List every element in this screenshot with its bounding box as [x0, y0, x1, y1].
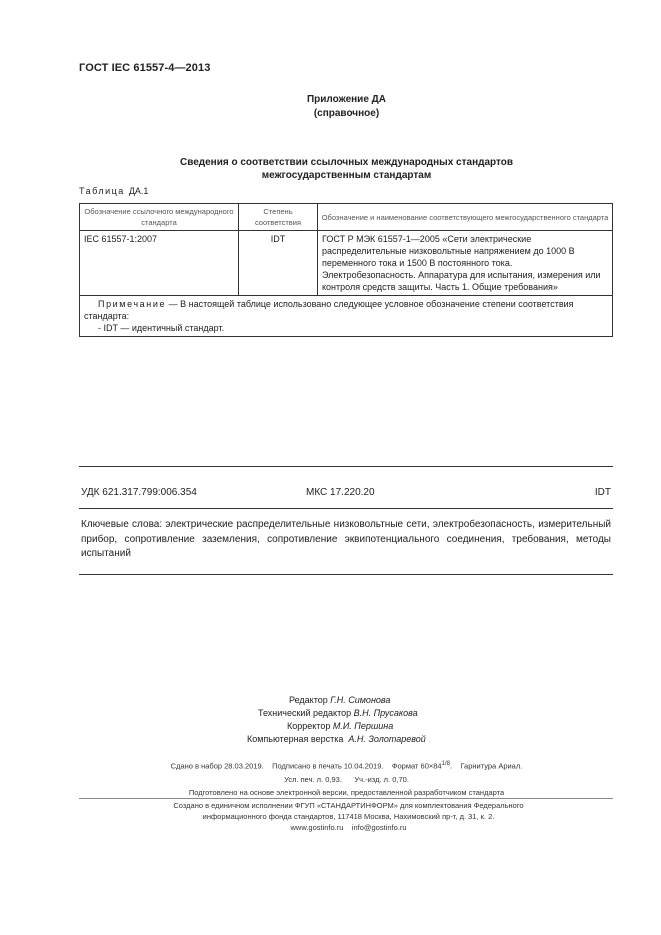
print-format-fraction: 1/8 — [441, 761, 450, 767]
table-label-number: ДА.1 — [128, 186, 149, 196]
table-header-cell: Степень соответствия — [239, 204, 318, 231]
section-title-line1: Сведения о соответствии ссылочных международных стандартов — [179, 157, 514, 168]
section-title — [0, 156, 661, 182]
credit-role: Корректор — [287, 721, 331, 731]
note-item: - IDT — идентичный стандарт. — [98, 323, 225, 333]
table-cell-standard: IEC 61557-1:2007 — [80, 231, 239, 296]
divider-bottom — [79, 574, 613, 575]
credit-role: Технический редактор — [258, 708, 352, 718]
section-title-line2: межгосударственным стандартам — [261, 170, 432, 181]
print-format-dot: . — [449, 761, 453, 771]
divider-print — [79, 798, 613, 799]
publisher-site-link[interactable]: www.gostinfo.ru — [290, 823, 344, 832]
credit-name: Г.Н. Симонова — [330, 695, 391, 705]
print-line-3: Подготовлено на основе электронной версии, предоставленной разработчиком стандарта — [188, 787, 505, 797]
mks-code: МКС 17.220.20 — [306, 487, 375, 498]
credit-name: А.Н. Золотаревой — [348, 734, 426, 744]
table-label-word: Таблица — [79, 186, 125, 196]
print-font: Гарнитура Ариал. — [460, 761, 523, 771]
print-sheets: Усл. печ. л. 0,93. — [284, 774, 342, 784]
appendix-heading — [0, 93, 661, 121]
table-cell-national: ГОСТ Р МЭК 61557-1—2005 «Сети электрические распределительные низковольтные напряжением до 1000 В переменного тока и 1500 В постоянного тока. Электробезопасность. Аппаратура для испытания, измерения или контроля средств защиты. Часть 1. Общие требования» — [318, 231, 613, 296]
credit-role: Компьютерная верстка — [247, 734, 344, 744]
print-edition-sheets: Уч.-изд. л. 0,70. — [354, 774, 409, 784]
publisher-line-2: информационного фонда стандартов, 117418 Москва, Нахимовский пр-т, д. 31, к. 2. — [202, 812, 495, 821]
table-row — [80, 231, 613, 296]
appendix-subtitle: (справочное) — [313, 108, 380, 119]
udk-code: УДК 621.317.799:006.354 — [81, 487, 197, 498]
note-paragraph — [84, 298, 608, 322]
credit-line — [289, 694, 390, 707]
publisher-info — [0, 800, 661, 833]
table-header-row — [80, 204, 613, 231]
divider-middle — [79, 508, 613, 509]
note-word: Примечание — [98, 299, 167, 309]
table-note — [80, 296, 613, 337]
credit-name: М.И. Першина — [332, 721, 394, 731]
note-text: — В настоящей таблице использовано следующее условное обозначение степени соответствия стандарта: — [84, 299, 574, 321]
credit-line — [247, 733, 426, 746]
references-table — [79, 203, 613, 337]
document-code: ГОСТ IEC 61557-4—2013 — [79, 62, 211, 74]
degree-code: IDT — [594, 487, 611, 498]
print-typeset: Сдано в набор 28.03.2019. — [170, 761, 264, 771]
print-line-2 — [0, 773, 661, 786]
table-label — [79, 186, 148, 196]
publisher-line-1: Создано в единичном исполнении ФГУП «СТАНДАРТИНФОРМ» для комплектования Федерального — [173, 801, 524, 810]
table-cell-degree: IDT — [239, 231, 318, 296]
credit-name: В.Н. Прусакова — [353, 708, 418, 718]
table-header-cell: Обозначение и наименование соответствующего межгосударственного стандарта — [318, 204, 613, 231]
print-line-1 — [0, 758, 661, 773]
appendix-title: Приложение ДА — [306, 94, 387, 105]
credit-role: Редактор — [289, 695, 328, 705]
table-header-cell: Обозначение ссылочного международного стандарта — [80, 204, 239, 231]
publisher-line-3 — [36, 822, 661, 833]
credit-line — [287, 720, 393, 733]
print-info — [0, 758, 661, 799]
publisher-email-link[interactable]: info@gostinfo.ru — [351, 823, 407, 832]
divider-top — [79, 466, 613, 467]
print-format: Формат 60×84 — [391, 761, 442, 771]
table-note-row — [80, 296, 613, 337]
credit-line — [258, 707, 418, 720]
keywords: Ключевые слова: электрические распределительные низковольтные сети, электробезопасность, измерительный прибор, сопротивление заземления, сопротивление эквипотенциального соединения, требования, методы испытаний — [81, 519, 611, 559]
print-signed: Подписано в печать 10.04.2019. — [272, 761, 384, 771]
